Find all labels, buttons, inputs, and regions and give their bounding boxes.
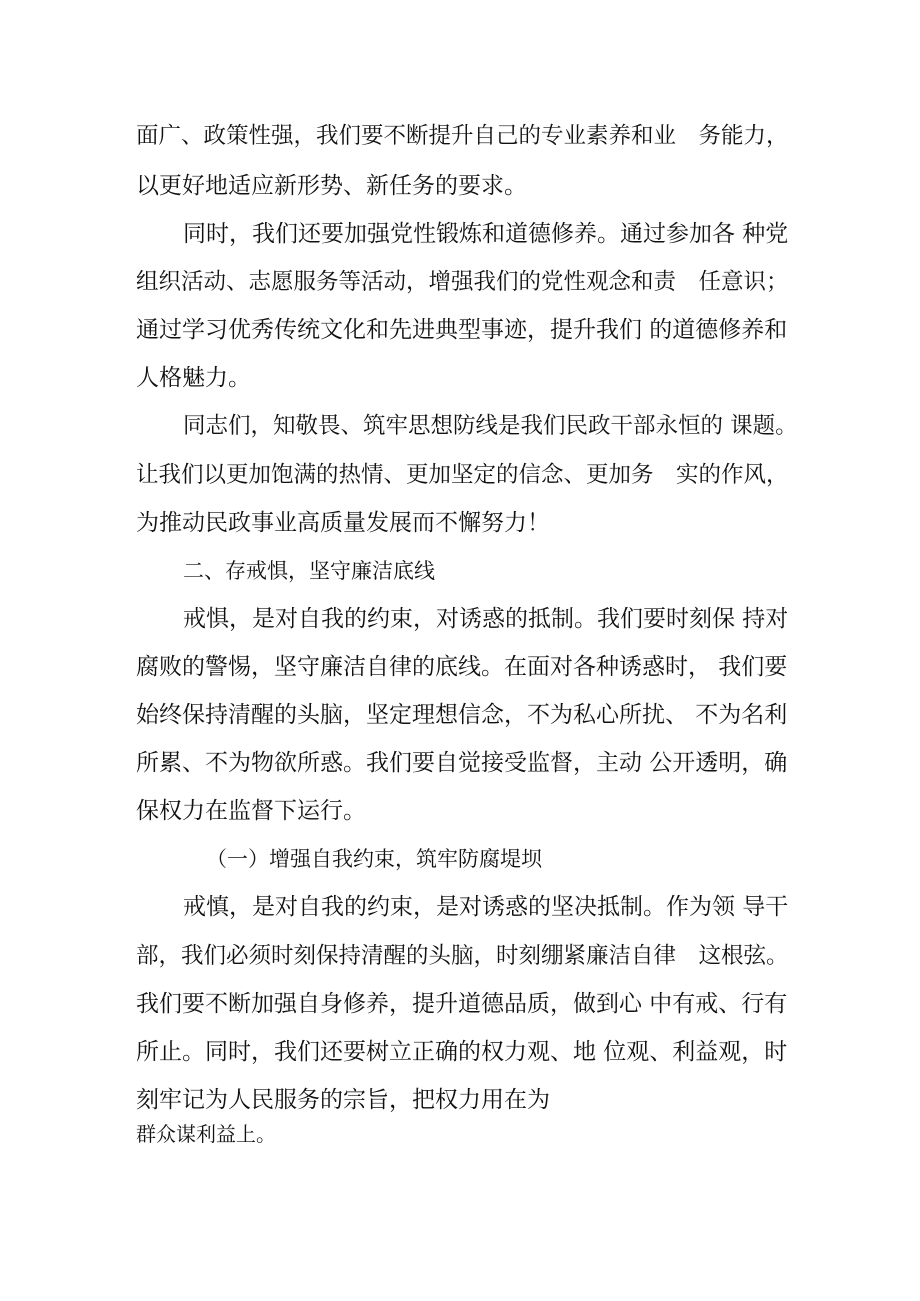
text-line: 刻牢记为人民服务的宗旨，把权力用在为 xyxy=(136,1087,550,1113)
text-line: 我们要不断加强自身修养，提升道德品质，做到心 中有戒、行有 xyxy=(136,991,788,1017)
section-heading: 二、存戒惧，坚守廉洁底线 xyxy=(183,559,435,583)
text-line: 以更好地适应新形势、新任务的要求。 xyxy=(136,173,527,199)
text-line: 群众谋利益上。 xyxy=(136,1122,276,1146)
text-line: 组织活动、志愿服务等活动，增强我们的党性观念和责 任意识； xyxy=(136,269,789,295)
text-line: 部，我们必须时刻保持清醒的头脑，时刻绷紧廉洁自律 这根弦。 xyxy=(136,943,789,969)
paragraph-first-line: 戒惧，是对自我的约束，对诱惑的抵制。我们要时刻保 持对 xyxy=(183,606,789,632)
text-line: 始终保持清醒的头脑，坚定理想信念，不为私心所扰、 不为名利 xyxy=(136,702,788,728)
paragraph-first-line: 戒慎，是对自我的约束，是对诱惑的坚决抵制。作为领 导干 xyxy=(183,894,789,920)
paragraph-first-line: 同志们，知敬畏、筑牢思想防线是我们民政干部永恒的 课题。 xyxy=(183,413,798,439)
paragraph-first-line: 同时，我们还要加强党性锻炼和道德修养。通过参加各 种党 xyxy=(183,221,789,247)
text-line: 人格魅力。 xyxy=(136,365,251,391)
text-line: 所止。同时，我们还要树立正确的权力观、地 位观、利益观，时 xyxy=(136,1039,788,1065)
subsection-heading: （一）增强自我约束，筑牢防腐堤坝 xyxy=(206,847,542,871)
text-line: 面广、政策性强，我们要不断提升自己的专业素养和业 务能力， xyxy=(136,123,789,149)
text-line: 为推动民政事业高质量发展而不懈努力！ xyxy=(136,510,550,536)
text-line: 保权力在监督下运行。 xyxy=(136,798,366,824)
text-line: 腐败的警惕，坚守廉洁自律的底线。在面对各种诱惑时， 我们要 xyxy=(136,654,788,680)
text-line: 通过学习优秀传统文化和先进典型事迹，提升我们 的道德修养和 xyxy=(136,317,788,343)
text-line: 所累、不为物欲所惑。我们要自觉接受监督，主动 公开透明，确 xyxy=(136,750,788,776)
text-line: 让我们以更加饱满的热情、更加坚定的信念、更加务 实的作风， xyxy=(136,462,789,488)
